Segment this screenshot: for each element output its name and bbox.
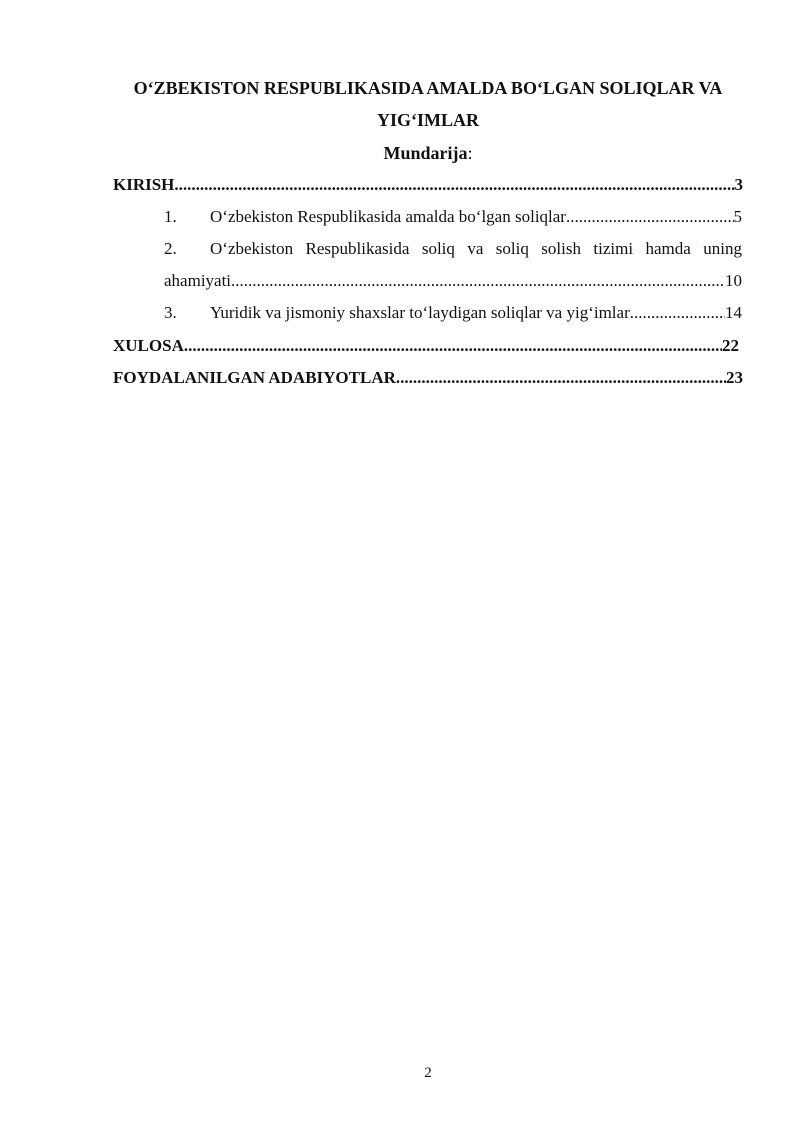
toc-entry-label: Yuridik va jismoniy shaxslar to‘laydigan soliqlar va yig‘imlar	[210, 303, 630, 322]
toc-leader-dots	[396, 362, 726, 394]
toc-entry-page: 23	[726, 368, 743, 387]
toc-heading	[112, 137, 744, 169]
page-number: 2	[424, 1065, 432, 1081]
toc-leader-dots	[174, 169, 734, 201]
toc-entry-label-continued: ahamiyati	[164, 271, 232, 290]
toc-entry-intro[interactable]	[113, 169, 743, 201]
toc-entry-page: 22	[722, 336, 739, 355]
toc-entry-2-line1-content	[164, 233, 742, 265]
toc-entry-label: KIRISH	[113, 175, 175, 194]
toc-leader-dots	[184, 330, 722, 362]
toc-entry-label: FOYDALANILGAN ADABIYOTLAR	[113, 368, 396, 387]
toc-entry-label: O‘zbekiston Respublikasida amalda bo‘lgan soliqlar	[210, 207, 566, 226]
toc-entry-conclusion[interactable]	[113, 330, 739, 362]
toc-entry-page: 5	[733, 207, 742, 226]
toc-entry-2-line1[interactable]	[164, 233, 742, 265]
document-title-line1: O‘ZBEKISTON RESPUBLIKASIDA AMALDA BO‘LGAN SOLIQLAR VA	[133, 78, 723, 98]
toc-entry-2-line2[interactable]	[164, 265, 742, 297]
toc-leader-dots	[630, 297, 725, 329]
toc-leader-dots	[231, 265, 725, 297]
toc-entry-references[interactable]	[113, 362, 743, 394]
toc-entry-1[interactable]	[164, 201, 742, 233]
toc-entry-page: 14	[725, 303, 742, 322]
toc-entry-page: 10	[725, 271, 742, 290]
toc-heading-colon: :	[467, 143, 473, 163]
toc-entry-3[interactable]	[164, 297, 742, 329]
toc-leader-dots	[566, 201, 734, 233]
toc-entry-number: 1.	[164, 207, 177, 226]
toc-entry-page: 3	[734, 175, 743, 194]
toc-entry-number: 3.	[164, 303, 177, 322]
toc-heading-text: Mundarija	[383, 143, 468, 163]
document-title-line2: YIG‘IMLAR	[377, 110, 479, 130]
toc-entry-label: O‘zbekiston Respublikasida soliq va soliq solish tizimi hamda uning	[210, 239, 742, 258]
toc-entry-label: XULOSA	[113, 336, 184, 355]
toc-entry-number: 2.	[164, 239, 177, 258]
